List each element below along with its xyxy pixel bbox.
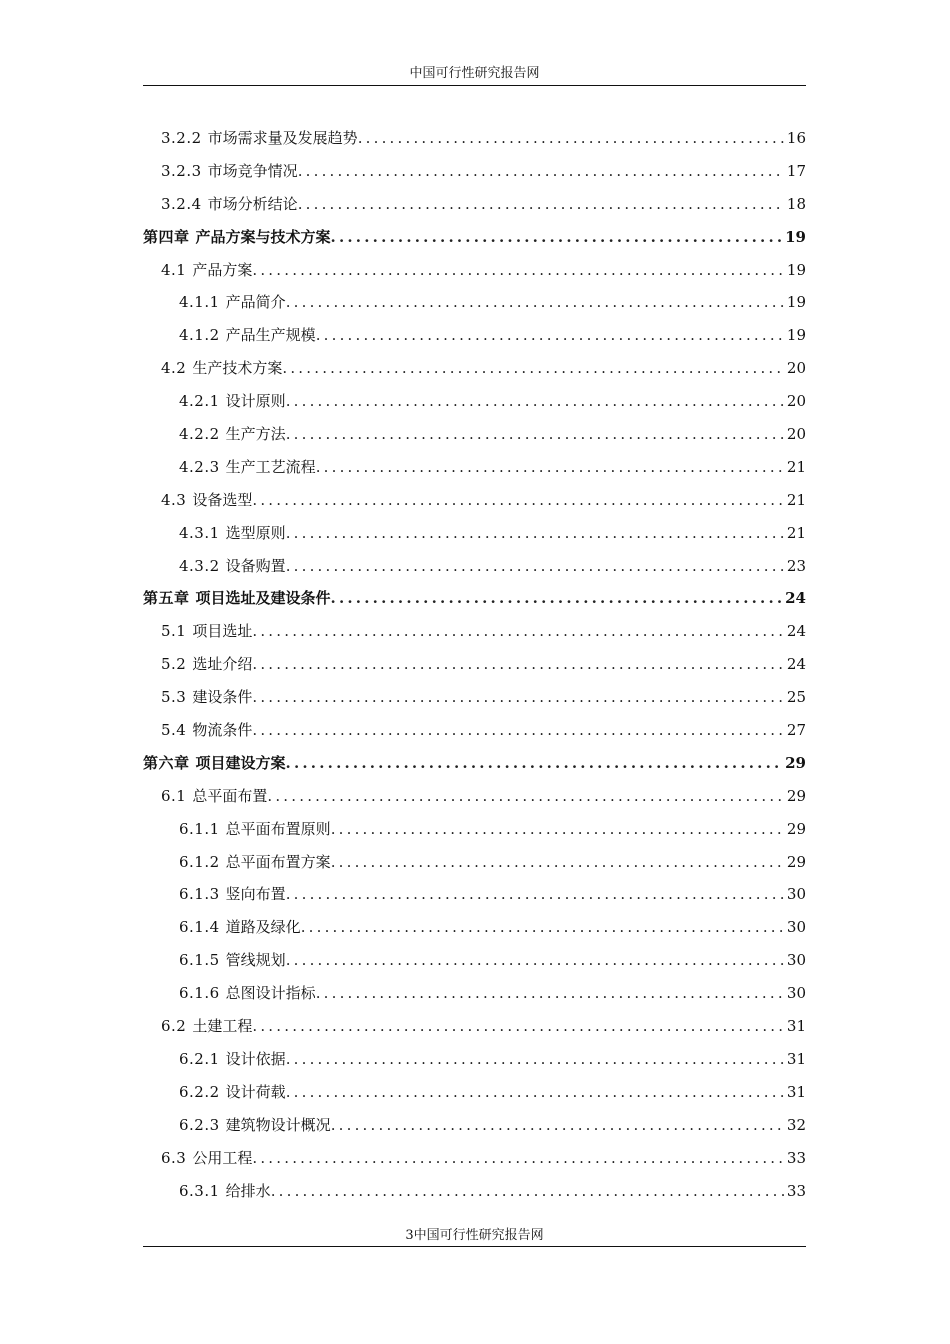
toc-entry[interactable]	[143, 1175, 806, 1208]
toc-entry-title: 产品生产规模	[225, 326, 316, 345]
toc-entry-title: 公用工程	[192, 1148, 253, 1167]
toc-entry-number: 6.1.5	[179, 951, 220, 970]
toc-entry[interactable]	[143, 254, 806, 287]
toc-entry[interactable]	[143, 517, 806, 550]
toc-leader-dots	[316, 977, 785, 1010]
toc-entry-title: 产品方案与技术方案	[195, 227, 331, 246]
toc-entry[interactable]	[143, 648, 806, 681]
toc-chapter-entry[interactable]	[143, 582, 806, 615]
page-header: 中国可行性研究报告网	[409, 66, 540, 81]
toc-entry-page-number: 23	[786, 556, 806, 575]
toc-entry-page-number: 21	[786, 490, 806, 509]
toc-entry-number: 6.1.1	[179, 819, 220, 838]
toc-leader-dots	[298, 188, 785, 221]
toc-leader-dots	[252, 648, 785, 681]
toc-entry-title: 设备选型	[192, 490, 253, 509]
toc-entry-page-number: 20	[786, 392, 806, 411]
toc-entry-number: 6.1.2	[179, 852, 220, 871]
page-footer: 3中国可行性研究报告网	[405, 1228, 544, 1243]
toc-entry-title: 总图设计指标	[225, 984, 316, 1003]
toc-leader-dots	[286, 517, 785, 550]
toc-entry-number: 4.2.3	[179, 457, 220, 476]
toc-entry-number: 6.2.2	[179, 1082, 220, 1101]
toc-entry-number: 6.2	[161, 1017, 187, 1036]
toc-entry-page-number: 33	[786, 1181, 806, 1200]
toc-entry-page-number: 24	[786, 655, 806, 674]
toc-entry[interactable]	[143, 1043, 806, 1076]
toc-entry-title: 总平面布置	[192, 786, 268, 805]
toc-entry[interactable]	[143, 122, 806, 155]
toc-entry-page-number: 32	[786, 1115, 806, 1134]
toc-leader-dots	[252, 484, 785, 517]
toc-entry-title: 设计依据	[225, 1049, 286, 1068]
toc-leader-dots	[252, 681, 785, 714]
toc-entry-title: 项目建设方案	[195, 753, 286, 772]
toc-leader-dots	[331, 846, 785, 879]
toc-entry-title: 总平面布置方案	[225, 852, 331, 871]
toc-leader-dots	[252, 615, 785, 648]
toc-entry[interactable]	[143, 286, 806, 319]
toc-entry-title: 道路及绿化	[225, 918, 301, 937]
toc-entry-page-number: 25	[786, 688, 806, 707]
toc-entry[interactable]	[143, 188, 806, 221]
toc-entry-number: 3.2.2	[161, 129, 202, 147]
toc-chapter-entry[interactable]	[143, 221, 806, 254]
toc-entry-title: 建筑物设计概况	[225, 1115, 331, 1134]
toc-leader-dots	[331, 221, 784, 254]
toc-leader-dots	[331, 813, 785, 846]
toc-entry-page-number: 20	[786, 359, 806, 378]
toc-entry-title: 物流条件	[192, 721, 253, 740]
toc-entry-page-number: 27	[786, 721, 806, 740]
toc-entry-title: 选址介绍	[192, 655, 253, 674]
toc-entry-page-number: 19	[786, 260, 806, 279]
toc-entry-number: 4.3.2	[179, 556, 220, 575]
toc-entry-number: 6.2.3	[179, 1115, 220, 1134]
toc-entry-number: 4.2.2	[179, 425, 220, 444]
toc-entry-page-number: 17	[786, 161, 806, 180]
toc-entry[interactable]	[143, 911, 806, 944]
toc-entry-page-number: 19	[786, 326, 806, 345]
toc-entry-title: 土建工程	[192, 1017, 253, 1036]
toc-entry-page-number: 18	[786, 194, 806, 213]
toc-entry-number: 6.1.3	[179, 885, 220, 904]
toc-entry-title: 项目选址	[192, 622, 253, 641]
toc-entry-number: 4.3.1	[179, 523, 220, 542]
toc-entry-title: 生产方法	[225, 425, 286, 444]
toc-entry-title: 给排水	[225, 1181, 271, 1200]
toc-leader-dots	[286, 1076, 785, 1109]
toc-entry-number: 第五章	[143, 589, 190, 608]
toc-leader-dots	[298, 155, 785, 188]
toc-entry-number: 5.2	[161, 655, 187, 674]
toc-entry[interactable]	[143, 780, 806, 813]
toc-leader-dots	[286, 286, 785, 319]
toc-leader-dots	[252, 1010, 785, 1043]
toc-entry[interactable]	[143, 977, 806, 1010]
toc-leader-dots	[331, 582, 784, 615]
toc-leader-dots	[286, 1043, 785, 1076]
toc-entry-page-number: 29	[786, 852, 806, 871]
toc-entry[interactable]	[143, 681, 806, 714]
toc-entry-title: 产品方案	[192, 260, 253, 279]
toc-leader-dots	[271, 1175, 785, 1208]
toc-entry[interactable]	[143, 878, 806, 911]
toc-entry-title: 竖向布置	[225, 885, 286, 904]
toc-entry-page-number: 29	[786, 786, 806, 805]
toc-entry-page-number: 16	[786, 129, 806, 147]
toc-entry[interactable]	[143, 352, 806, 385]
toc-entry-number: 6.2.1	[179, 1049, 220, 1068]
toc-entry[interactable]	[143, 944, 806, 977]
toc-entry-page-number: 31	[786, 1017, 806, 1036]
toc-entry-title: 设计荷载	[225, 1082, 286, 1101]
toc-entry-page-number: 21	[786, 523, 806, 542]
toc-entry[interactable]	[143, 1010, 806, 1043]
toc-entry-number: 4.2	[161, 359, 187, 378]
toc-entry-number: 第六章	[143, 753, 190, 772]
toc-entry[interactable]	[143, 319, 806, 352]
toc-entry[interactable]	[143, 1076, 806, 1109]
toc-entry-number: 6.3.1	[179, 1181, 220, 1200]
toc-leader-dots	[316, 451, 785, 484]
toc-entry-number: 4.1	[161, 260, 187, 279]
toc-leader-dots	[252, 714, 785, 747]
toc-entry[interactable]	[143, 846, 806, 879]
toc-entry-number: 5.1	[161, 622, 187, 641]
toc-entry-page-number: 30	[786, 918, 806, 937]
toc-entry-title: 选型原则	[225, 523, 286, 542]
toc-leader-dots	[252, 254, 785, 287]
toc-leader-dots	[331, 1109, 785, 1142]
toc-entry[interactable]	[143, 813, 806, 846]
toc-entry-number: 4.2.1	[179, 392, 220, 411]
toc-entry[interactable]	[143, 155, 806, 188]
toc-leader-dots	[282, 352, 785, 385]
toc-entry-title: 总平面布置原则	[225, 819, 331, 838]
toc-entry-page-number: 19	[786, 293, 806, 312]
toc-entry-title: 项目选址及建设条件	[195, 589, 331, 608]
toc-leader-dots	[286, 878, 785, 911]
toc-entry[interactable]	[143, 615, 806, 648]
toc-leader-dots	[286, 418, 785, 451]
footer-divider	[143, 1246, 806, 1247]
toc-entry-page-number: 21	[786, 457, 806, 476]
toc-entry[interactable]	[143, 385, 806, 418]
toc-entry-title: 市场分析结论	[207, 194, 298, 213]
toc-entry-number: 3.2.4	[161, 194, 202, 213]
toc-entry-number: 6.1.4	[179, 918, 220, 937]
toc-entry[interactable]	[143, 714, 806, 747]
toc-entry-page-number: 31	[786, 1049, 806, 1068]
toc-entry-page-number: 30	[786, 951, 806, 970]
toc-entry-title: 建设条件	[192, 688, 253, 707]
toc-entry-title: 市场需求量及发展趋势	[207, 129, 358, 147]
toc-entry-title: 生产技术方案	[192, 359, 283, 378]
toc-leader-dots	[286, 944, 785, 977]
toc-entry[interactable]	[143, 1142, 806, 1175]
toc-entry-number: 6.1	[161, 786, 187, 805]
toc-entry-page-number: 29	[785, 753, 806, 772]
toc-entry-title: 市场竞争情况	[207, 161, 298, 180]
toc-entry[interactable]	[143, 418, 806, 451]
toc-entry-page-number: 29	[786, 819, 806, 838]
table-of-contents	[143, 122, 806, 1207]
toc-leader-dots	[286, 550, 785, 583]
toc-entry-page-number: 19	[785, 227, 806, 246]
toc-entry-title: 管线规划	[225, 951, 286, 970]
toc-entry-number: 4.1.1	[179, 293, 220, 312]
toc-leader-dots	[286, 385, 785, 418]
toc-leader-dots	[286, 747, 784, 780]
toc-entry-page-number: 24	[785, 589, 806, 608]
toc-entry-number: 第四章	[143, 227, 190, 246]
toc-entry-title: 设备购置	[225, 556, 286, 575]
toc-entry-page-number: 20	[786, 425, 806, 444]
toc-entry-number: 4.3	[161, 490, 187, 509]
toc-entry[interactable]	[143, 1109, 806, 1142]
toc-entry-title: 产品简介	[225, 293, 286, 312]
toc-entry-page-number: 24	[786, 622, 806, 641]
toc-entry-number: 5.3	[161, 688, 187, 707]
header-divider	[143, 85, 806, 86]
toc-leader-dots	[358, 122, 785, 155]
toc-entry-number: 3.2.3	[161, 161, 202, 180]
toc-entry-page-number: 31	[786, 1082, 806, 1101]
toc-entry[interactable]	[143, 550, 806, 583]
toc-leader-dots	[252, 1142, 785, 1175]
toc-entry-page-number: 30	[786, 885, 806, 904]
toc-entry-number: 6.3	[161, 1148, 187, 1167]
toc-entry-page-number: 30	[786, 984, 806, 1003]
toc-entry[interactable]	[143, 484, 806, 517]
toc-entry-title: 设计原则	[225, 392, 286, 411]
toc-entry[interactable]	[143, 451, 806, 484]
toc-entry-number: 4.1.2	[179, 326, 220, 345]
toc-entry-number: 5.4	[161, 721, 187, 740]
toc-chapter-entry[interactable]	[143, 747, 806, 780]
toc-entry-title: 生产工艺流程	[225, 457, 316, 476]
toc-leader-dots	[267, 780, 785, 813]
toc-entry-number: 6.1.6	[179, 984, 220, 1003]
toc-entry-page-number: 33	[786, 1148, 806, 1167]
toc-leader-dots	[301, 911, 785, 944]
toc-leader-dots	[316, 319, 785, 352]
